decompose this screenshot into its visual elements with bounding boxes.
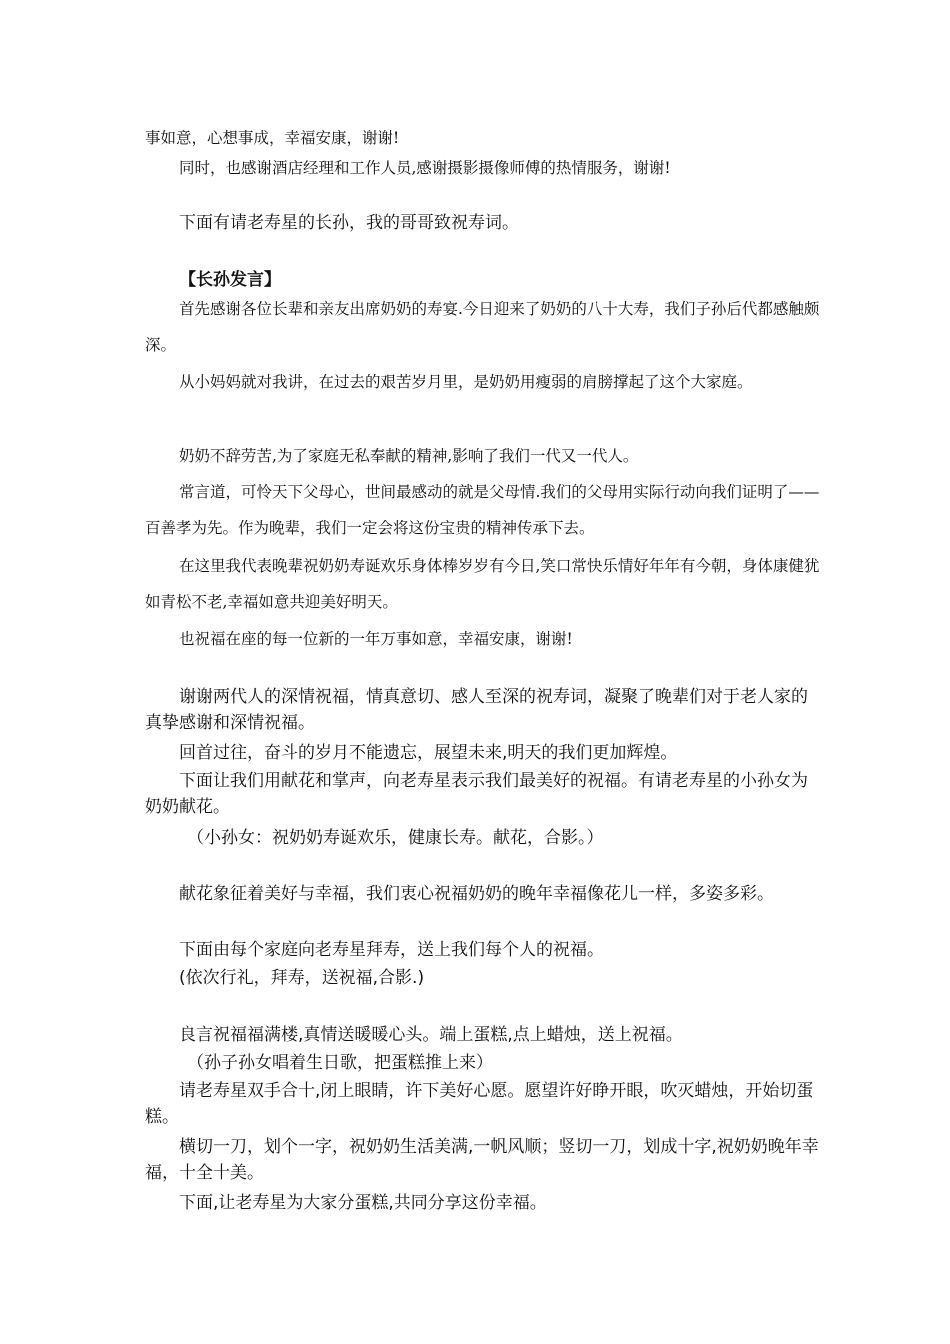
paragraph-cut-cake: 横切一刀，划个一字，祝奶奶生活美满,一帆风顺；竖切一刀，划成十字,祝奶奶晚年幸福，十全十美。 bbox=[145, 1137, 819, 1183]
paragraph-host-reflection: 回首过往，奋斗的岁月不能遗忘，展望未来,明天的我们更加辉煌。 bbox=[179, 743, 678, 763]
paragraph-flower-invite: 下面让我们用献花和掌声，向老寿星表示我们最美好的祝福。有请老寿星的小孙女为奶奶献花。 bbox=[145, 771, 808, 817]
paragraph-share-cake: 下面,让老寿星为大家分蛋糕,共同分享这份幸福。 bbox=[179, 1193, 547, 1213]
paragraph-grandson-childhood: 从小妈妈就对我讲，在过去的艰苦岁月里，是奶奶用瘦弱的肩膀撑起了这个大家庭。 bbox=[179, 373, 753, 391]
paragraph-make-wish: 请老寿星双手合十,闭上眼睛，许下美好心愿。愿望许好睁开眼，吹灭蜡烛，开始切蛋糕。 bbox=[145, 1081, 814, 1127]
paragraph-grandson-opening: 首先感谢各位长辈和亲友出席奶奶的寿宴.今日迎来了奶奶的八十大寿，我们子孙后代都感触颇深。 bbox=[145, 300, 820, 354]
paragraph-grandson-blessing: 在这里我代表晚辈祝奶奶寿诞欢乐身体棒岁岁有今日,笑口常快乐情好年年有今朝，身体康健犹如青松不老,幸福如意共迎美好明天。 bbox=[145, 557, 820, 611]
paragraph-family-greeting: 下面由每个家庭向老寿星拜寿，送上我们每个人的祝福。 bbox=[179, 940, 604, 960]
paragraph-grandson-dedication: 奶奶不辞劳苦,为了家庭无私奉献的精神,影响了我们一代又一代人。 bbox=[179, 447, 639, 465]
paragraph-invite-grandson: 下面有请老寿星的长孙，我的哥哥致祝寿词。 bbox=[179, 213, 519, 233]
paragraph-host-thanks: 谢谢两代人的深情祝福，情真意切、感人至深的祝寿词，凝聚了晚辈们对于老人家的真挚感谢和深情祝福。 bbox=[145, 687, 808, 733]
paragraph-flower-meaning: 献花象征着美好与幸福，我们衷心祝福奶奶的晚年幸福像花儿一样，多姿多彩。 bbox=[179, 884, 774, 904]
paragraph-cake-intro: 良言祝福福满楼,真情送暖暖心头。端上蛋糕,点上蜡烛，送上祝福。 bbox=[179, 1025, 683, 1045]
paragraph-grandson-proverb: 常言道，可怜天下父母心，世间最感动的就是父母情.我们的父母用实际行动向我们证明了——百善孝为先。作为晚辈，我们一定会将这份宝贵的精神传承下去。 bbox=[145, 483, 820, 537]
paragraph-cake-note: （孙子孙女唱着生日歌，把蛋糕推上来） bbox=[187, 1053, 493, 1073]
paragraph-grandson-closing: 也祝福在座的每一位新的一年万事如意，幸福安康，谢谢! bbox=[179, 630, 573, 648]
paragraph-granddaughter-note: （小孙女：祝奶奶寿诞欢乐，健康长寿。献花，合影。） bbox=[187, 828, 604, 848]
paragraph-closing-wish: 事如意，心想事成，幸福安康，谢谢! bbox=[145, 129, 400, 147]
section-heading-grandson-speech: 【长孙发言】 bbox=[179, 270, 281, 290]
paragraph-thanks-staff: 同时，也感谢酒店经理和工作人员,感谢摄影摄像师傅的热情服务，谢谢! bbox=[179, 159, 671, 177]
paragraph-family-greeting-note: (依次行礼，拜寿，送祝福,合影.) bbox=[179, 968, 425, 988]
